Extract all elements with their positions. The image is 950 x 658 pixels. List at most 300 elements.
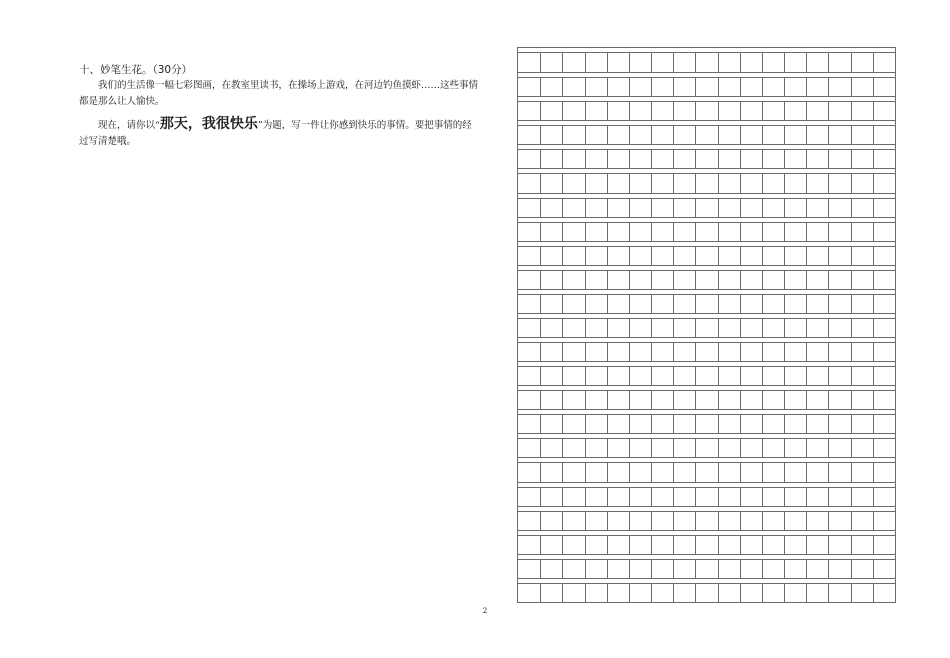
grid-cell[interactable] [762, 462, 784, 481]
grid-cell[interactable] [784, 438, 806, 457]
grid-cell[interactable] [673, 149, 695, 168]
grid-cell[interactable] [540, 173, 562, 192]
grid-cell[interactable] [518, 535, 540, 554]
grid-cell[interactable] [562, 222, 584, 241]
grid-cell[interactable] [851, 318, 873, 337]
grid-cell[interactable] [607, 583, 629, 602]
grid-cell[interactable] [695, 294, 717, 313]
grid-cell[interactable] [740, 487, 762, 506]
grid-cell[interactable] [562, 390, 584, 409]
grid-cell[interactable] [718, 511, 740, 530]
grid-cell[interactable] [828, 101, 850, 120]
grid-cell[interactable] [740, 198, 762, 217]
grid-cell[interactable] [806, 318, 828, 337]
grid-cell[interactable] [762, 414, 784, 433]
grid-cell[interactable] [851, 101, 873, 120]
grid-cell[interactable] [695, 583, 717, 602]
grid-cell[interactable] [540, 583, 562, 602]
grid-cell[interactable] [851, 583, 873, 602]
grid-cell[interactable] [629, 294, 651, 313]
grid-cell[interactable] [651, 462, 673, 481]
grid-cell[interactable] [518, 173, 540, 192]
grid-cell[interactable] [851, 511, 873, 530]
grid-cell[interactable] [695, 511, 717, 530]
grid-cell[interactable] [851, 414, 873, 433]
grid-cell[interactable] [540, 414, 562, 433]
grid-cell[interactable] [518, 52, 540, 72]
grid-cell[interactable] [673, 342, 695, 361]
grid-cell[interactable] [651, 559, 673, 578]
grid-cell[interactable] [806, 511, 828, 530]
grid-cell[interactable] [873, 559, 895, 578]
grid-cell[interactable] [695, 101, 717, 120]
grid-cell[interactable] [607, 294, 629, 313]
grid-cell[interactable] [651, 366, 673, 385]
grid-cell[interactable] [806, 559, 828, 578]
grid-cell[interactable] [585, 222, 607, 241]
grid-cell[interactable] [740, 246, 762, 265]
grid-cell[interactable] [806, 487, 828, 506]
grid-cell[interactable] [718, 438, 740, 457]
grid-cell[interactable] [784, 342, 806, 361]
grid-cell[interactable] [740, 438, 762, 457]
grid-cell[interactable] [828, 246, 850, 265]
grid-cell[interactable] [607, 318, 629, 337]
grid-cell[interactable] [629, 77, 651, 96]
grid-cell[interactable] [784, 487, 806, 506]
grid-cell[interactable] [695, 52, 717, 72]
grid-cell[interactable] [629, 149, 651, 168]
grid-cell[interactable] [806, 149, 828, 168]
grid-cell[interactable] [695, 149, 717, 168]
grid-cell[interactable] [806, 77, 828, 96]
grid-cell[interactable] [518, 270, 540, 289]
grid-cell[interactable] [718, 462, 740, 481]
grid-cell[interactable] [740, 366, 762, 385]
grid-cell[interactable] [762, 125, 784, 144]
grid-cell[interactable] [740, 173, 762, 192]
grid-cell[interactable] [673, 462, 695, 481]
grid-cell[interactable] [718, 583, 740, 602]
grid-cell[interactable] [740, 101, 762, 120]
grid-cell[interactable] [718, 487, 740, 506]
grid-cell[interactable] [695, 318, 717, 337]
grid-cell[interactable] [873, 270, 895, 289]
grid-cell[interactable] [540, 52, 562, 72]
grid-cell[interactable] [851, 559, 873, 578]
grid-cell[interactable] [562, 342, 584, 361]
grid-cell[interactable] [784, 583, 806, 602]
grid-cell[interactable] [784, 366, 806, 385]
grid-cell[interactable] [585, 149, 607, 168]
grid-cell[interactable] [518, 125, 540, 144]
grid-cell[interactable] [740, 462, 762, 481]
grid-cell[interactable] [607, 270, 629, 289]
grid-cell[interactable] [828, 270, 850, 289]
grid-cell[interactable] [540, 487, 562, 506]
grid-cell[interactable] [562, 52, 584, 72]
grid-cell[interactable] [540, 342, 562, 361]
grid-cell[interactable] [607, 198, 629, 217]
grid-cell[interactable] [740, 222, 762, 241]
grid-cell[interactable] [873, 101, 895, 120]
grid-cell[interactable] [828, 222, 850, 241]
grid-cell[interactable] [740, 149, 762, 168]
grid-cell[interactable] [762, 487, 784, 506]
grid-cell[interactable] [585, 390, 607, 409]
grid-cell[interactable] [562, 125, 584, 144]
grid-cell[interactable] [562, 198, 584, 217]
grid-cell[interactable] [762, 318, 784, 337]
grid-cell[interactable] [651, 511, 673, 530]
grid-cell[interactable] [695, 270, 717, 289]
grid-cell[interactable] [629, 173, 651, 192]
grid-cell[interactable] [585, 246, 607, 265]
grid-cell[interactable] [718, 366, 740, 385]
grid-cell[interactable] [851, 198, 873, 217]
grid-cell[interactable] [540, 462, 562, 481]
grid-cell[interactable] [806, 390, 828, 409]
grid-cell[interactable] [784, 173, 806, 192]
grid-cell[interactable] [806, 173, 828, 192]
grid-cell[interactable] [673, 77, 695, 96]
grid-cell[interactable] [540, 366, 562, 385]
grid-cell[interactable] [762, 101, 784, 120]
grid-cell[interactable] [718, 342, 740, 361]
grid-cell[interactable] [806, 414, 828, 433]
grid-cell[interactable] [607, 52, 629, 72]
grid-cell[interactable] [518, 366, 540, 385]
grid-cell[interactable] [740, 414, 762, 433]
grid-cell[interactable] [695, 366, 717, 385]
grid-cell[interactable] [873, 583, 895, 602]
grid-cell[interactable] [828, 342, 850, 361]
grid-cell[interactable] [518, 487, 540, 506]
grid-cell[interactable] [851, 246, 873, 265]
grid-cell[interactable] [540, 559, 562, 578]
grid-cell[interactable] [585, 559, 607, 578]
grid-cell[interactable] [806, 583, 828, 602]
grid-cell[interactable] [585, 52, 607, 72]
grid-cell[interactable] [673, 583, 695, 602]
grid-cell[interactable] [784, 559, 806, 578]
grid-cell[interactable] [695, 173, 717, 192]
grid-cell[interactable] [851, 149, 873, 168]
grid-cell[interactable] [806, 246, 828, 265]
grid-cell[interactable] [784, 52, 806, 72]
grid-cell[interactable] [851, 487, 873, 506]
grid-cell[interactable] [695, 246, 717, 265]
grid-cell[interactable] [518, 198, 540, 217]
grid-cell[interactable] [806, 438, 828, 457]
grid-cell[interactable] [629, 270, 651, 289]
grid-cell[interactable] [518, 438, 540, 457]
grid-cell[interactable] [784, 77, 806, 96]
grid-cell[interactable] [806, 270, 828, 289]
grid-cell[interactable] [828, 535, 850, 554]
grid-cell[interactable] [651, 173, 673, 192]
grid-cell[interactable] [718, 77, 740, 96]
grid-cell[interactable] [718, 246, 740, 265]
grid-cell[interactable] [518, 414, 540, 433]
grid-cell[interactable] [607, 342, 629, 361]
grid-cell[interactable] [562, 438, 584, 457]
grid-cell[interactable] [585, 270, 607, 289]
grid-cell[interactable] [585, 438, 607, 457]
grid-cell[interactable] [540, 101, 562, 120]
grid-cell[interactable] [673, 511, 695, 530]
grid-cell[interactable] [518, 222, 540, 241]
grid-cell[interactable] [607, 366, 629, 385]
grid-cell[interactable] [562, 294, 584, 313]
grid-cell[interactable] [562, 414, 584, 433]
grid-cell[interactable] [806, 294, 828, 313]
grid-cell[interactable] [762, 390, 784, 409]
grid-cell[interactable] [784, 318, 806, 337]
grid-cell[interactable] [673, 101, 695, 120]
grid-cell[interactable] [784, 535, 806, 554]
grid-cell[interactable] [629, 198, 651, 217]
grid-cell[interactable] [540, 222, 562, 241]
grid-cell[interactable] [762, 77, 784, 96]
grid-cell[interactable] [828, 198, 850, 217]
grid-cell[interactable] [607, 246, 629, 265]
grid-cell[interactable] [718, 52, 740, 72]
grid-cell[interactable] [585, 583, 607, 602]
grid-cell[interactable] [851, 77, 873, 96]
grid-cell[interactable] [629, 318, 651, 337]
grid-cell[interactable] [851, 270, 873, 289]
grid-cell[interactable] [607, 559, 629, 578]
grid-cell[interactable] [540, 149, 562, 168]
grid-cell[interactable] [695, 559, 717, 578]
grid-cell[interactable] [607, 390, 629, 409]
grid-cell[interactable] [651, 125, 673, 144]
grid-cell[interactable] [673, 173, 695, 192]
grid-cell[interactable] [518, 101, 540, 120]
grid-cell[interactable] [673, 559, 695, 578]
grid-cell[interactable] [740, 390, 762, 409]
grid-cell[interactable] [673, 366, 695, 385]
grid-cell[interactable] [695, 342, 717, 361]
grid-cell[interactable] [673, 535, 695, 554]
grid-cell[interactable] [651, 583, 673, 602]
grid-cell[interactable] [873, 149, 895, 168]
grid-cell[interactable] [629, 52, 651, 72]
grid-cell[interactable] [806, 52, 828, 72]
grid-cell[interactable] [562, 487, 584, 506]
grid-cell[interactable] [873, 246, 895, 265]
grid-cell[interactable] [784, 390, 806, 409]
grid-cell[interactable] [718, 294, 740, 313]
grid-cell[interactable] [784, 149, 806, 168]
grid-cell[interactable] [673, 125, 695, 144]
grid-cell[interactable] [806, 198, 828, 217]
grid-cell[interactable] [695, 487, 717, 506]
grid-cell[interactable] [518, 149, 540, 168]
grid-cell[interactable] [718, 173, 740, 192]
grid-cell[interactable] [651, 342, 673, 361]
grid-cell[interactable] [718, 125, 740, 144]
grid-cell[interactable] [828, 487, 850, 506]
grid-cell[interactable] [673, 294, 695, 313]
grid-cell[interactable] [828, 583, 850, 602]
grid-cell[interactable] [651, 414, 673, 433]
grid-cell[interactable] [762, 198, 784, 217]
grid-cell[interactable] [540, 318, 562, 337]
grid-cell[interactable] [873, 125, 895, 144]
grid-cell[interactable] [851, 438, 873, 457]
grid-cell[interactable] [695, 390, 717, 409]
grid-cell[interactable] [518, 246, 540, 265]
grid-cell[interactable] [828, 366, 850, 385]
grid-cell[interactable] [651, 149, 673, 168]
grid-cell[interactable] [673, 438, 695, 457]
grid-cell[interactable] [585, 462, 607, 481]
grid-cell[interactable] [784, 270, 806, 289]
grid-cell[interactable] [607, 101, 629, 120]
grid-cell[interactable] [762, 246, 784, 265]
grid-cell[interactable] [718, 101, 740, 120]
grid-cell[interactable] [851, 125, 873, 144]
grid-cell[interactable] [762, 511, 784, 530]
grid-cell[interactable] [740, 294, 762, 313]
grid-cell[interactable] [828, 511, 850, 530]
grid-cell[interactable] [651, 246, 673, 265]
grid-cell[interactable] [585, 342, 607, 361]
grid-cell[interactable] [607, 462, 629, 481]
grid-cell[interactable] [851, 535, 873, 554]
grid-cell[interactable] [629, 222, 651, 241]
grid-cell[interactable] [873, 52, 895, 72]
grid-cell[interactable] [873, 414, 895, 433]
grid-cell[interactable] [673, 52, 695, 72]
grid-cell[interactable] [607, 77, 629, 96]
grid-cell[interactable] [629, 342, 651, 361]
grid-cell[interactable] [784, 246, 806, 265]
grid-cell[interactable] [762, 535, 784, 554]
grid-cell[interactable] [828, 149, 850, 168]
grid-cell[interactable] [762, 583, 784, 602]
grid-cell[interactable] [740, 52, 762, 72]
grid-cell[interactable] [828, 559, 850, 578]
grid-cell[interactable] [518, 462, 540, 481]
grid-cell[interactable] [762, 342, 784, 361]
grid-cell[interactable] [873, 438, 895, 457]
grid-cell[interactable] [607, 511, 629, 530]
grid-cell[interactable] [629, 487, 651, 506]
grid-cell[interactable] [851, 342, 873, 361]
grid-cell[interactable] [629, 511, 651, 530]
grid-cell[interactable] [695, 535, 717, 554]
grid-cell[interactable] [828, 125, 850, 144]
grid-cell[interactable] [828, 414, 850, 433]
grid-cell[interactable] [873, 318, 895, 337]
grid-cell[interactable] [828, 438, 850, 457]
grid-cell[interactable] [629, 462, 651, 481]
grid-cell[interactable] [740, 318, 762, 337]
grid-cell[interactable] [518, 583, 540, 602]
grid-cell[interactable] [851, 52, 873, 72]
grid-cell[interactable] [562, 149, 584, 168]
grid-cell[interactable] [585, 125, 607, 144]
grid-cell[interactable] [806, 462, 828, 481]
grid-cell[interactable] [873, 511, 895, 530]
grid-cell[interactable] [629, 366, 651, 385]
grid-cell[interactable] [784, 101, 806, 120]
grid-cell[interactable] [740, 559, 762, 578]
grid-cell[interactable] [540, 390, 562, 409]
grid-cell[interactable] [828, 173, 850, 192]
grid-cell[interactable] [740, 77, 762, 96]
grid-cell[interactable] [518, 390, 540, 409]
grid-cell[interactable] [806, 101, 828, 120]
grid-cell[interactable] [784, 414, 806, 433]
grid-cell[interactable] [518, 559, 540, 578]
grid-cell[interactable] [695, 438, 717, 457]
grid-cell[interactable] [718, 559, 740, 578]
grid-cell[interactable] [673, 246, 695, 265]
grid-cell[interactable] [651, 438, 673, 457]
grid-cell[interactable] [784, 462, 806, 481]
grid-cell[interactable] [607, 173, 629, 192]
grid-cell[interactable] [562, 318, 584, 337]
grid-cell[interactable] [718, 390, 740, 409]
grid-cell[interactable] [629, 101, 651, 120]
grid-cell[interactable] [673, 414, 695, 433]
grid-cell[interactable] [629, 559, 651, 578]
grid-cell[interactable] [873, 462, 895, 481]
grid-cell[interactable] [540, 270, 562, 289]
grid-cell[interactable] [585, 318, 607, 337]
grid-cell[interactable] [873, 366, 895, 385]
grid-cell[interactable] [806, 342, 828, 361]
grid-cell[interactable] [740, 270, 762, 289]
grid-cell[interactable] [518, 318, 540, 337]
grid-cell[interactable] [585, 101, 607, 120]
grid-cell[interactable] [585, 173, 607, 192]
grid-cell[interactable] [585, 511, 607, 530]
grid-cell[interactable] [673, 487, 695, 506]
grid-cell[interactable] [851, 390, 873, 409]
grid-cell[interactable] [784, 125, 806, 144]
grid-cell[interactable] [673, 270, 695, 289]
grid-cell[interactable] [562, 583, 584, 602]
grid-cell[interactable] [673, 198, 695, 217]
grid-cell[interactable] [695, 222, 717, 241]
grid-cell[interactable] [873, 390, 895, 409]
grid-cell[interactable] [828, 462, 850, 481]
grid-cell[interactable] [873, 77, 895, 96]
grid-cell[interactable] [806, 535, 828, 554]
grid-cell[interactable] [629, 583, 651, 602]
grid-cell[interactable] [585, 198, 607, 217]
grid-cell[interactable] [562, 246, 584, 265]
grid-cell[interactable] [562, 173, 584, 192]
grid-cell[interactable] [585, 487, 607, 506]
grid-cell[interactable] [629, 414, 651, 433]
grid-cell[interactable] [695, 125, 717, 144]
grid-cell[interactable] [784, 222, 806, 241]
grid-cell[interactable] [740, 535, 762, 554]
grid-cell[interactable] [762, 294, 784, 313]
grid-cell[interactable] [518, 77, 540, 96]
grid-cell[interactable] [629, 390, 651, 409]
grid-cell[interactable] [695, 198, 717, 217]
grid-cell[interactable] [540, 535, 562, 554]
grid-cell[interactable] [607, 149, 629, 168]
grid-cell[interactable] [762, 52, 784, 72]
